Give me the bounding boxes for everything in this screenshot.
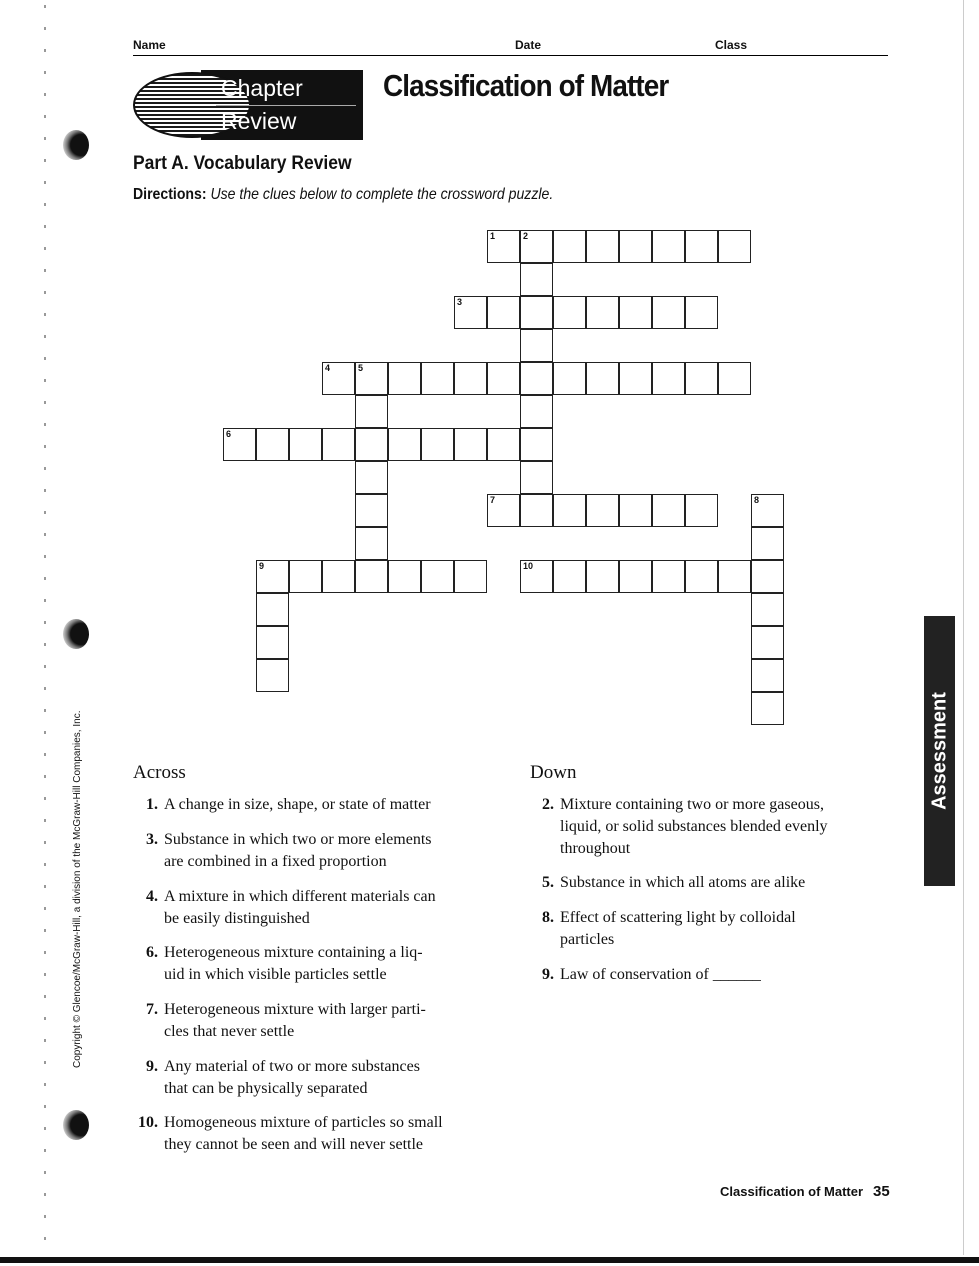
crossword-cell[interactable] [520, 395, 553, 428]
clue-text: Homogeneous mixture of particles so small they cannot be seen and will never settle [164, 1114, 443, 1153]
assessment-tab [924, 616, 955, 886]
crossword-cell[interactable] [520, 362, 553, 395]
crossword-cell[interactable] [487, 428, 520, 461]
date-label: Date [515, 38, 542, 52]
down-heading: Down [530, 762, 577, 783]
clue-text: Substance in which all atoms are alike [560, 874, 806, 891]
clue-text: Heterogeneous mixture containing a liq- uid in which visible particles settle [164, 944, 423, 983]
crossword-cell[interactable] [685, 230, 718, 263]
cell-number: 1 [490, 231, 496, 241]
badge-line-1: Chapter [221, 75, 303, 101]
clue-text: A change in size, shape, or state of matter [164, 796, 431, 813]
crossword-cell[interactable] [685, 494, 718, 527]
left-edge-marks [44, 5, 46, 1245]
across-heading: Across [133, 762, 186, 783]
crossword-cell[interactable] [355, 494, 388, 527]
crossword-cell[interactable] [454, 296, 487, 329]
crossword-cell[interactable] [355, 560, 388, 593]
cell-number: 4 [325, 363, 331, 373]
crossword-cell[interactable] [256, 560, 289, 593]
copyright-notice: Copyright © Glencoe/McGraw-Hill, a division of the McGraw-Hill Companies, Inc. [72, 710, 83, 1068]
crossword-cell[interactable] [619, 296, 652, 329]
crossword-cell[interactable] [718, 230, 751, 263]
crossword-cell[interactable] [586, 296, 619, 329]
crossword-cell[interactable] [751, 593, 784, 626]
clue-text: Heterogeneous mixture with larger parti- cles that never settle [164, 1001, 426, 1040]
crossword-cell[interactable] [751, 626, 784, 659]
crossword-cell[interactable] [685, 362, 718, 395]
crossword-cell[interactable] [256, 428, 289, 461]
crossword-cell[interactable] [421, 560, 454, 593]
cell-number: 3 [457, 297, 463, 307]
crossword-cell[interactable] [586, 362, 619, 395]
crossword-cell[interactable] [553, 296, 586, 329]
crossword-cell[interactable] [520, 296, 553, 329]
crossword-cell[interactable] [520, 494, 553, 527]
crossword-cell[interactable] [520, 560, 553, 593]
clue-number: 5. [542, 874, 554, 891]
crossword-cell[interactable] [355, 527, 388, 560]
page-number: 35 [873, 1183, 890, 1200]
footer-title: Classification of Matter [720, 1184, 864, 1199]
crossword-cell[interactable] [685, 296, 718, 329]
part-title: Part A. Vocabulary Review [133, 153, 352, 174]
binder-hole-icon [63, 619, 89, 649]
cell-number: 2 [523, 231, 529, 241]
crossword-cell[interactable] [421, 428, 454, 461]
crossword-cell[interactable] [520, 428, 553, 461]
clue-number: 4. [146, 888, 158, 905]
crossword-cell[interactable] [322, 428, 355, 461]
crossword-cell[interactable] [619, 230, 652, 263]
cell-number: 5 [358, 363, 364, 373]
crossword-cell[interactable] [751, 494, 784, 527]
crossword-cell[interactable] [289, 560, 322, 593]
crossword-cell[interactable] [223, 428, 256, 461]
crossword-cell[interactable] [553, 494, 586, 527]
binder-hole-icon [63, 1110, 89, 1140]
crossword-cell[interactable] [751, 527, 784, 560]
crossword-cell[interactable] [718, 362, 751, 395]
crossword-cell[interactable] [454, 560, 487, 593]
directions-text: Use the clues below to complete the crossword puzzle. [210, 186, 554, 203]
crossword-cell[interactable] [487, 296, 520, 329]
crossword-cell[interactable] [751, 659, 784, 692]
right-edge-line [963, 0, 964, 1255]
name-label: Name [133, 38, 166, 52]
crossword-cell[interactable] [289, 428, 322, 461]
crossword-cell[interactable] [454, 428, 487, 461]
page-title: Classification of Matter [383, 68, 669, 103]
class-label: Class [715, 38, 748, 52]
crossword-cell[interactable] [355, 395, 388, 428]
cell-number: 7 [490, 495, 496, 505]
crossword-cell[interactable] [685, 560, 718, 593]
crossword-cell[interactable] [322, 362, 355, 395]
assessment-tab-label: Assessment [928, 692, 950, 810]
crossword-cell[interactable] [256, 659, 289, 692]
crossword-cell[interactable] [619, 494, 652, 527]
crossword-cell[interactable] [652, 560, 685, 593]
binder-hole-icon [63, 130, 89, 160]
clue-number: 2. [542, 796, 554, 813]
crossword-cell[interactable] [421, 362, 454, 395]
clue-text: Law of conservation of ______ [560, 966, 761, 983]
crossword-cell[interactable] [355, 362, 388, 395]
crossword-cell[interactable] [487, 362, 520, 395]
clue-text: Mixture containing two or more gaseous, liquid, or solid substances blended evenly throughout [560, 796, 828, 857]
crossword-cell[interactable] [388, 362, 421, 395]
crossword-cell[interactable] [388, 560, 421, 593]
crossword-cell[interactable] [322, 560, 355, 593]
crossword-cell[interactable] [487, 494, 520, 527]
crossword-cell[interactable] [586, 494, 619, 527]
clue-number: 9. [542, 966, 554, 983]
crossword-cell[interactable] [520, 263, 553, 296]
page-footer [720, 1183, 890, 1200]
clue-text: A mixture in which different materials can be easily distinguished [164, 888, 436, 927]
crossword-cell[interactable] [652, 230, 685, 263]
cell-number: 8 [754, 495, 760, 505]
clue-number: 10. [138, 1114, 158, 1131]
clue-number: 3. [146, 831, 158, 848]
crossword-cell[interactable] [520, 461, 553, 494]
crossword-cell[interactable] [388, 428, 421, 461]
crossword-cell[interactable] [520, 329, 553, 362]
crossword-cell[interactable] [619, 560, 652, 593]
crossword-cell[interactable] [553, 362, 586, 395]
cell-number: 6 [226, 429, 232, 439]
crossword-cell[interactable] [718, 560, 751, 593]
crossword-cell[interactable] [586, 560, 619, 593]
crossword-cell[interactable] [487, 230, 520, 263]
cell-number: 10 [523, 561, 534, 571]
clue-number: 9. [146, 1058, 158, 1075]
clue-text: Any material of two or more substances that can be physically separated [164, 1058, 420, 1097]
crossword-cell[interactable] [520, 230, 553, 263]
crossword-cell[interactable] [553, 560, 586, 593]
crossword-cell[interactable] [256, 593, 289, 626]
crossword-cell[interactable] [586, 230, 619, 263]
directions-label: Directions: [133, 186, 207, 203]
crossword-cell[interactable] [256, 626, 289, 659]
clue-text: Effect of scattering light by colloidal particles [560, 909, 796, 948]
clue-text: Substance in which two or more elements are combined in a fixed proportion [164, 831, 432, 870]
clue-number: 8. [542, 909, 554, 926]
badge-line-2: Review [221, 108, 297, 134]
crossword-cell[interactable] [652, 362, 685, 395]
cell-number: 9 [259, 561, 265, 571]
bottom-edge-bar [0, 1257, 979, 1263]
crossword-cell[interactable] [454, 362, 487, 395]
crossword-cell[interactable] [652, 296, 685, 329]
crossword-cell[interactable] [553, 230, 586, 263]
crossword-cell[interactable] [619, 362, 652, 395]
clue-number: 6. [146, 944, 158, 961]
crossword-cell[interactable] [751, 692, 784, 725]
crossword-cell[interactable] [355, 428, 388, 461]
clue-number: 7. [146, 1001, 158, 1018]
crossword-cell[interactable] [751, 560, 784, 593]
crossword-cell[interactable] [355, 461, 388, 494]
clue-number: 1. [146, 796, 158, 813]
crossword-cell[interactable] [652, 494, 685, 527]
